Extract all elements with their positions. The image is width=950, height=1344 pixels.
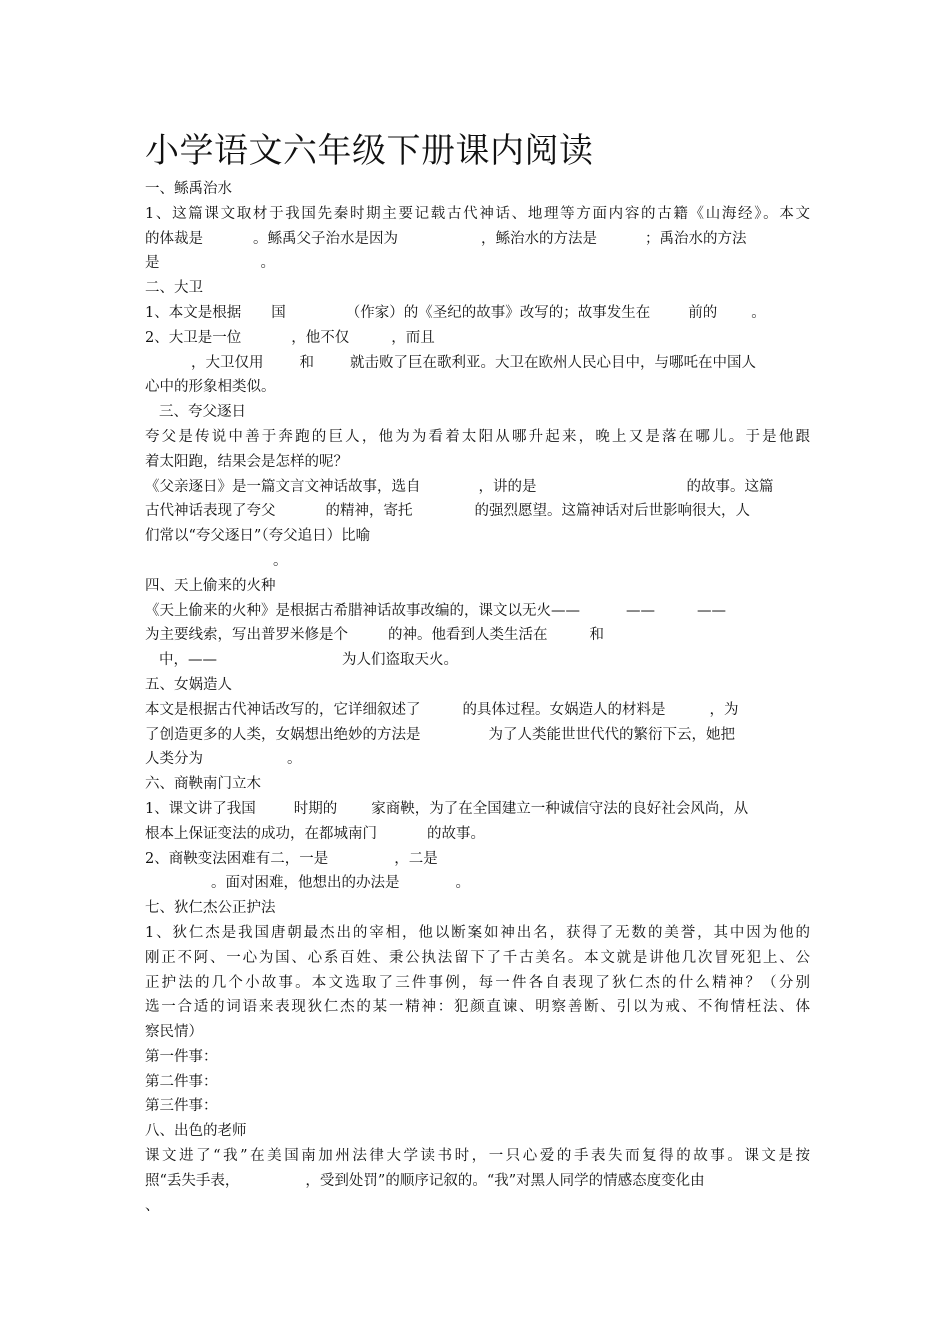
text-span: 和	[589, 627, 604, 644]
s3-paragraph-1-line-2: 着太阳跑，结果会是怎样的呢？	[145, 453, 348, 470]
s3-paragraph-2-line-1	[145, 475, 810, 500]
section-heading-3: 三、夸父逐日	[159, 404, 246, 421]
text-span: 。	[260, 255, 275, 272]
text-span: 人类分为	[145, 751, 203, 768]
text-span: 本文是根据古代神话改写的，它详细叙述了	[145, 701, 421, 718]
text-span: ；禹治水的方法	[645, 230, 747, 247]
s6-question-2-line-2	[145, 871, 810, 896]
s6-question-2-line-1	[145, 847, 810, 872]
text-span: 中，——	[159, 652, 217, 669]
text-span: 的体裁是	[145, 230, 203, 247]
text-span: （作家）的《圣纪的故事》改写的；故事发生在	[345, 304, 651, 321]
text-span: 根本上保证变法的成功，在都城南门	[145, 825, 377, 842]
text-span: ，而且	[391, 329, 435, 346]
text-span: 《父亲逐日》是一篇文言文神话故事，选自	[145, 478, 421, 495]
text-span: ，二是	[394, 850, 438, 867]
text-span: 1、课文讲了我国	[145, 800, 256, 817]
text-span: ，讲的是	[478, 478, 537, 495]
s2-question-2-line-2	[145, 351, 810, 376]
s4-line-3	[145, 648, 810, 673]
s7-line-5: 察民情）	[145, 1024, 203, 1041]
text-span: ，受到处罚”的顺序记叙的。“我”对黑人同学的情感态度变化由	[305, 1172, 705, 1189]
text-span: 照“丢失手表，	[145, 1172, 240, 1189]
text-span: 为人们盗取天火。	[342, 652, 458, 669]
text-span: ，大卫仅用	[191, 354, 264, 371]
s2-question-2-line-3: 心中的形象相类似。	[145, 379, 276, 396]
section-heading-5: 五、女娲造人	[145, 676, 232, 693]
text-span: 。	[751, 304, 766, 321]
s5-line-1	[145, 698, 810, 723]
text-span: 是	[145, 255, 160, 272]
text-span: 的强烈愿望。这篇神话对后世影响很大，人	[474, 503, 750, 520]
s8-line-3: 、	[145, 1197, 160, 1214]
page-title: 小学语文六年级下册课内阅读	[145, 131, 594, 171]
s7-event-3: 第三件事：	[145, 1098, 218, 1115]
s1-question-1-line-2	[145, 227, 810, 252]
s6-question-1-line-2	[145, 822, 810, 847]
text-span: 。鲧禹父子治水是因为	[253, 230, 398, 247]
section-heading-1: 一、鲧禹治水	[145, 181, 232, 197]
text-span: ，他不仅	[291, 329, 350, 346]
text-span: 和	[299, 354, 314, 371]
section-heading-6: 六、商鞅南门立木	[145, 776, 261, 793]
text-span: 2、商鞅变法困难有二，一是	[145, 850, 329, 867]
text-span: 家商鞅，为了在全国建立一种诚信守法的良好社会风尚，从	[371, 800, 749, 817]
s5-line-2	[145, 723, 810, 748]
s3-paragraph-2-line-4: 。	[273, 552, 288, 569]
section-heading-7: 七、狄仁杰公正护法	[145, 900, 276, 917]
text-span: ，鲧治水的方法是	[481, 230, 597, 247]
s7-line-4: 选一合适的词语来表现狄仁杰的某一精神：犯颜直谏、明察善断、引以为戒、不徇情枉法、体	[145, 999, 810, 1016]
text-span: 2、大卫是一位	[145, 329, 242, 346]
text-span: 了创造更多的人类，女娲想出绝妙的方法是	[145, 726, 421, 743]
s1-question-1-line-1: 1、这篇课文取材于我国先秦时期主要记载古代神话、地理等方面内容的古籍《山海经》。本文	[145, 205, 810, 222]
s7-line-1: 1、狄仁杰是我国唐朝最杰出的宰相，他以断案如神出名，获得了无数的美誉，其中因为他的	[145, 924, 810, 941]
text-span: 。	[287, 751, 302, 768]
text-span: 《天上偷来的火种》是根据古希腊神话故事改编的，课文以无火——	[145, 602, 580, 619]
s3-paragraph-2-line-2	[145, 499, 810, 524]
text-span: 的具体过程。女娲造人的材料是	[462, 701, 666, 718]
text-span: 国	[271, 304, 286, 321]
text-span: 的精神，寄托	[325, 503, 413, 520]
s4-line-1	[145, 599, 810, 624]
s3-paragraph-2-line-3: 们常以“夸父逐日”（夸父追日）比喻	[145, 528, 371, 545]
s7-event-1: 第一件事：	[145, 1048, 218, 1065]
text-span: 时期的	[293, 800, 338, 817]
s5-line-3	[145, 747, 810, 772]
text-span: 为了人类能世世代代的繁衍下云，她把	[488, 726, 735, 743]
text-span: ——	[697, 602, 726, 619]
section-heading-2: 二、大卫	[145, 280, 203, 297]
text-span: ——	[626, 602, 655, 619]
s2-question-2-line-1	[145, 326, 810, 351]
text-span: 为主要线索，写出普罗米修是个	[145, 627, 348, 644]
s6-question-1-line-1	[145, 797, 810, 822]
text-span: 古代神话表现了夸父	[145, 503, 276, 520]
s8-line-1: 课文进了“我”在美国南加州法律大学读书时，一只心爱的手表失而复得的故事。课文是按	[145, 1148, 810, 1165]
document-page	[145, 128, 810, 1218]
s7-line-3: 正护法的几个小故事。本文选取了三件事例，每一件各自表现了狄仁杰的什么精神？（分别	[145, 974, 810, 991]
s2-question-1	[145, 301, 810, 326]
s7-event-2: 第二件事：	[145, 1073, 218, 1090]
text-span: ，为	[709, 701, 739, 718]
s4-line-2	[145, 623, 810, 648]
text-span: 。	[455, 875, 470, 892]
text-span: 1、本文是根据	[145, 304, 242, 321]
text-span: 就击败了巨在歌利亚。大卫在欧州人民心目中，与哪吒在中国人	[350, 354, 756, 371]
s7-line-2: 刚正不阿、一心为国、心系百姓、秉公执法留下了千古美名。本文就是讲他几次冒死犯上、公	[145, 949, 810, 966]
s3-paragraph-1-line-1: 夸父是传说中善于奔跑的巨人，他为为看着太阳从哪升起来，晚上又是落在哪儿。于是他跟	[145, 428, 810, 445]
text-span: 。面对困难，他想出的办法是	[211, 875, 400, 892]
section-heading-4: 四、天上偷来的火种	[145, 577, 276, 594]
section-heading-8: 八、出色的老师	[145, 1123, 247, 1140]
text-span: 的故事。这篇	[686, 478, 774, 495]
text-span: 的故事。	[427, 825, 485, 842]
text-span: 的神。他看到人类生活在	[388, 627, 548, 644]
text-span: 前的	[688, 304, 718, 321]
s1-question-1-line-3	[145, 251, 810, 276]
s8-line-2	[145, 1169, 810, 1194]
